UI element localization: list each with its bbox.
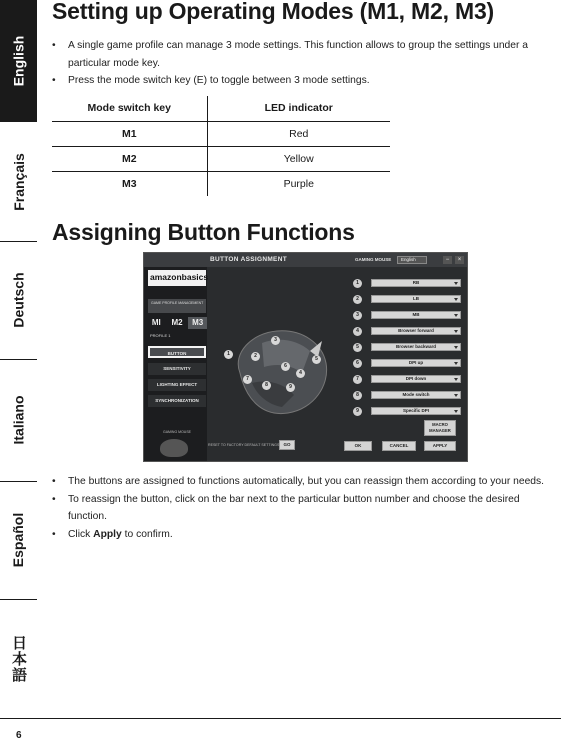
column-header: LED indicator bbox=[207, 96, 390, 121]
table-cell: Red bbox=[207, 121, 390, 146]
table-cell: M2 bbox=[52, 146, 207, 171]
tab-japanese[interactable] bbox=[0, 600, 37, 718]
sidebar-footer-label: GAMING MOUSE bbox=[162, 430, 191, 434]
assignment-row bbox=[353, 358, 463, 369]
logo: amazonbasics bbox=[148, 270, 206, 286]
table-row bbox=[52, 121, 390, 146]
section-title: Assigning Button Functions bbox=[52, 219, 355, 245]
button-marker: 3 bbox=[271, 336, 280, 345]
sidebar-item-sync[interactable]: SYNCHRONIZATION bbox=[148, 395, 206, 407]
function-dropdown[interactable]: Browser forward bbox=[371, 327, 461, 335]
list-item: • A single game profile can manage 3 mode settings. This function allows to group the settings under a particular mode key. bbox=[52, 37, 552, 72]
macro-manager-button[interactable] bbox=[424, 420, 456, 436]
assignment-row bbox=[353, 294, 463, 305]
macro-label-line1: MACRO bbox=[432, 422, 448, 427]
list-item: • The buttons are assigned to functions automatically, but you can reassign them according to your needs. bbox=[52, 473, 552, 491]
language-select[interactable]: English bbox=[397, 256, 427, 264]
section-title: Setting up Operating Modes (M1, M2, M3) bbox=[52, 0, 494, 24]
table-cell: Purple bbox=[283, 177, 314, 190]
sidebar-item-button[interactable]: BUTTON bbox=[148, 346, 206, 358]
tab-espanol[interactable] bbox=[0, 482, 37, 598]
button-marker: 1 bbox=[224, 350, 233, 359]
footer-divider bbox=[0, 718, 561, 719]
function-dropdown[interactable]: MB bbox=[371, 311, 461, 319]
assignment-row bbox=[353, 390, 463, 401]
tab-italiano[interactable] bbox=[0, 360, 37, 480]
button-marker: 9 bbox=[286, 383, 295, 392]
button-number: 3 bbox=[353, 311, 362, 320]
function-dropdown[interactable]: Mode switch bbox=[371, 391, 461, 399]
game-profile-button[interactable]: GAME PROFILE MANAGEMENT bbox=[148, 299, 206, 313]
cancel-button[interactable]: CANCEL bbox=[382, 441, 416, 451]
language-tabs bbox=[0, 0, 37, 718]
profile-select[interactable]: PROFILE 1 bbox=[150, 333, 171, 338]
table-header-row bbox=[52, 96, 390, 121]
function-dropdown[interactable]: RB bbox=[371, 279, 461, 287]
assignment-row bbox=[353, 278, 463, 289]
tab-label: Español bbox=[10, 512, 27, 568]
mouse-diagram bbox=[222, 313, 334, 423]
apply-text-post: to confirm. bbox=[121, 528, 173, 540]
window-title: BUTTON ASSIGNMENT bbox=[210, 256, 287, 263]
bullet-list bbox=[52, 473, 552, 543]
list-item bbox=[52, 526, 552, 544]
button-number: 4 bbox=[353, 327, 362, 336]
software-screenshot bbox=[143, 252, 468, 462]
apply-button[interactable]: APPLY bbox=[424, 441, 456, 451]
bullet-list bbox=[52, 37, 552, 90]
button-number: 9 bbox=[353, 407, 362, 416]
function-dropdown[interactable]: DPI down bbox=[371, 375, 461, 383]
tab-label: Français bbox=[10, 153, 27, 211]
button-marker: 2 bbox=[251, 352, 260, 361]
button-number: 1 bbox=[353, 279, 362, 288]
mode-selector bbox=[147, 317, 207, 329]
tab-label: 日本語 bbox=[10, 635, 27, 683]
tab-english[interactable] bbox=[0, 0, 37, 122]
gaming-mouse-label: GAMING MOUSE bbox=[355, 257, 392, 262]
mode-m2-button[interactable]: M2 bbox=[171, 318, 183, 327]
reset-label: RESET TO FACTORY DEFAULT SETTINGS bbox=[208, 443, 280, 447]
tab-label: Deutsch bbox=[10, 272, 27, 328]
tab-label: Italiano bbox=[10, 395, 27, 445]
assignment-row bbox=[353, 374, 463, 385]
button-marker: 7 bbox=[243, 375, 252, 384]
button-marker: 5 bbox=[312, 355, 321, 364]
button-marker: 6 bbox=[281, 362, 290, 371]
macro-label-line2: MANAGER bbox=[429, 428, 451, 433]
assignment-row bbox=[353, 406, 463, 417]
tab-francais[interactable] bbox=[0, 124, 37, 240]
button-number: 2 bbox=[353, 295, 362, 304]
table-row bbox=[52, 171, 390, 196]
function-dropdown[interactable]: DPI up bbox=[371, 359, 461, 367]
assignment-row bbox=[353, 326, 463, 337]
table-row bbox=[52, 146, 390, 171]
close-icon[interactable]: × bbox=[455, 256, 464, 264]
apply-text-bold: Apply bbox=[93, 528, 122, 540]
mouse-thumbnail bbox=[160, 439, 188, 457]
tab-label: English bbox=[10, 35, 27, 87]
function-dropdown[interactable]: LB bbox=[371, 295, 461, 303]
mode-m1-button[interactable]: MI bbox=[151, 318, 161, 327]
function-dropdown[interactable]: Specific DPI bbox=[371, 407, 461, 415]
apply-text-pre: Click bbox=[68, 528, 94, 540]
minimize-icon[interactable]: − bbox=[443, 256, 452, 264]
button-number: 6 bbox=[353, 359, 362, 368]
button-number: 7 bbox=[353, 375, 362, 384]
sidebar bbox=[144, 267, 207, 462]
mode-table bbox=[52, 96, 390, 196]
go-button[interactable]: GO bbox=[279, 440, 295, 450]
sidebar-item-lighting[interactable]: LIGHTING EFFECT bbox=[148, 379, 206, 391]
table-cell: Yellow bbox=[207, 146, 390, 171]
list-item: • To reassign the button, click on the bar next to the particular button number and choose the desired function. bbox=[52, 491, 552, 526]
table-cell: M1 bbox=[52, 121, 207, 146]
ok-button[interactable]: OK bbox=[344, 441, 372, 451]
button-marker: 8 bbox=[262, 381, 271, 390]
page-number: 6 bbox=[16, 730, 22, 741]
function-dropdown[interactable]: Browser backward bbox=[371, 343, 461, 351]
mode-m3-button[interactable]: M3 bbox=[188, 317, 207, 329]
button-marker: 4 bbox=[296, 369, 305, 378]
button-number: 5 bbox=[353, 343, 362, 352]
column-header: Mode switch key bbox=[52, 96, 207, 121]
assignment-row bbox=[353, 310, 463, 321]
sidebar-item-sensitivity[interactable]: SENSITIVITY bbox=[148, 363, 206, 375]
list-item: • Press the mode switch key (E) to toggle between 3 mode settings. bbox=[52, 72, 552, 90]
tab-deutsch[interactable] bbox=[0, 242, 37, 358]
table-cell: M3 bbox=[52, 171, 207, 196]
assignment-row bbox=[353, 342, 463, 353]
button-number: 8 bbox=[353, 391, 362, 400]
